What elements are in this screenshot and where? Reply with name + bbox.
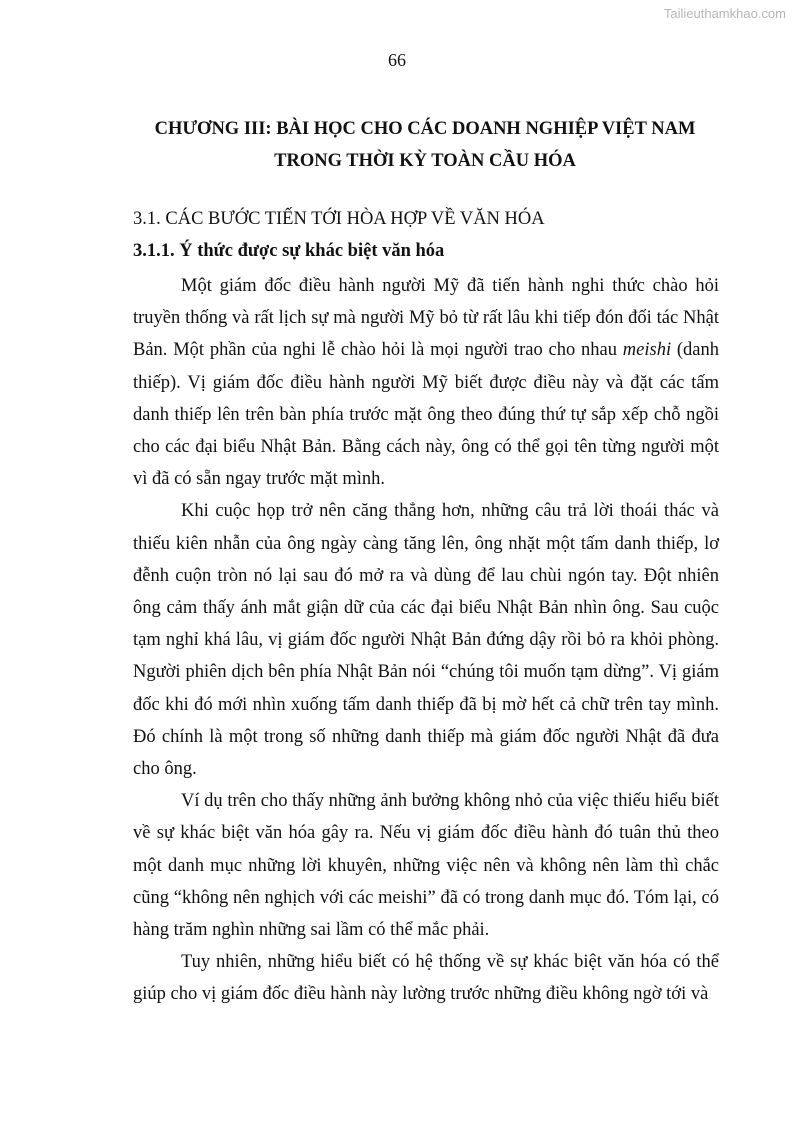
paragraph-3: Ví dụ trên cho thấy những ảnh bưởng không nhỏ của việc thiếu hiểu biết về sự khác biệt văn hóa gây ra. Nếu vị giám đốc điều hành đó tuân thủ theo một danh mục những lời khuyên, những việc nên và không nên làm thì chắc cũng “không nên nghịch với các meishi” đã có trong danh mục đó. Tóm lại, có hàng trăm nghìn những sai lầm có thể mắc phải. bbox=[133, 791, 719, 941]
chapter-title-line-2: TRONG THỜI KỲ TOÀN CẦU HÓA bbox=[274, 151, 576, 171]
paragraph-4: Tuy nhiên, những hiểu biết có hệ thống về sự khác biệt văn hóa có thể giúp cho vị giám đốc điều hành này lường trước những điều không ngờ tới và bbox=[133, 952, 719, 1005]
paragraph-1-text-b: (danh thiếp). Vị giám đốc điều hành người Mỹ biết được điều này và đặt các tấm danh thiếp lên trên bàn phía trước mặt ông theo đúng thứ tự sắp xếp chỗ ngồi cho các đại biểu Nhật Bản. Bằng cách này, ông có thể gọi tên từng người một vì đã có sẵn ngay trước mặt mình. bbox=[133, 340, 720, 490]
paragraph-1-italic-term: meishi bbox=[622, 340, 672, 361]
paragraph-1 bbox=[133, 270, 719, 495]
page-number: 66 bbox=[388, 50, 406, 70]
subsection-heading: 3.1.1. Ý thức được sự khác biệt văn hóa bbox=[133, 241, 445, 261]
paragraph-2: Khi cuộc họp trở nên căng thẳng hơn, những câu trả lời thoái thác và thiếu kiên nhẫn của ông ngày càng tăng lên, ông nhặt một tấm danh thiếp, lơ đễnh cuộn tròn nó lại sau đó mở ra và dùng để lau chùi ngón tay. Đột nhiên ông cảm thấy ánh mắt giận dữ của các đại biểu Nhật Bản nhìn ông. Sau cuộc tạm nghỉ khá lâu, vị giám đốc người Nhật Bản đứng dậy rồi bỏ ra khỏi phòng. Người phiên dịch bên phía Nhật Bản nói “chúng tôi muốn tạm dừng”. Vị giám đốc khi đó mới nhìn xuống tấm danh thiếp đã bị mờ hết cả chữ trên tay mình. Đó chính là một trong số những danh thiếp mà giám đốc người Nhật đã đưa cho ông. bbox=[133, 501, 719, 780]
section-heading: 3.1. CÁC BƯỚC TIẾN TỚI HÒA HỢP VỀ VĂN HÓA bbox=[133, 209, 545, 229]
chapter-title-line-1: CHƯƠNG III: BÀI HỌC CHO CÁC DOANH NGHIỆP VIỆT NAM bbox=[154, 119, 696, 139]
body-text bbox=[133, 270, 719, 1011]
watermark: Tailieuthamkhao.com bbox=[663, 6, 786, 21]
chapter-title bbox=[80, 113, 770, 177]
paragraph-1-text-a: Một giám đốc điều hành người Mỹ đã tiến hành nghi thức chào hỏi truyền thống và rất lịch sự mà người Mỹ bỏ từ rất lâu khi tiếp đón đối tác Nhật Bản. Một phần của nghi lễ chào hỏi là mọi người trao cho nhau bbox=[133, 276, 719, 361]
